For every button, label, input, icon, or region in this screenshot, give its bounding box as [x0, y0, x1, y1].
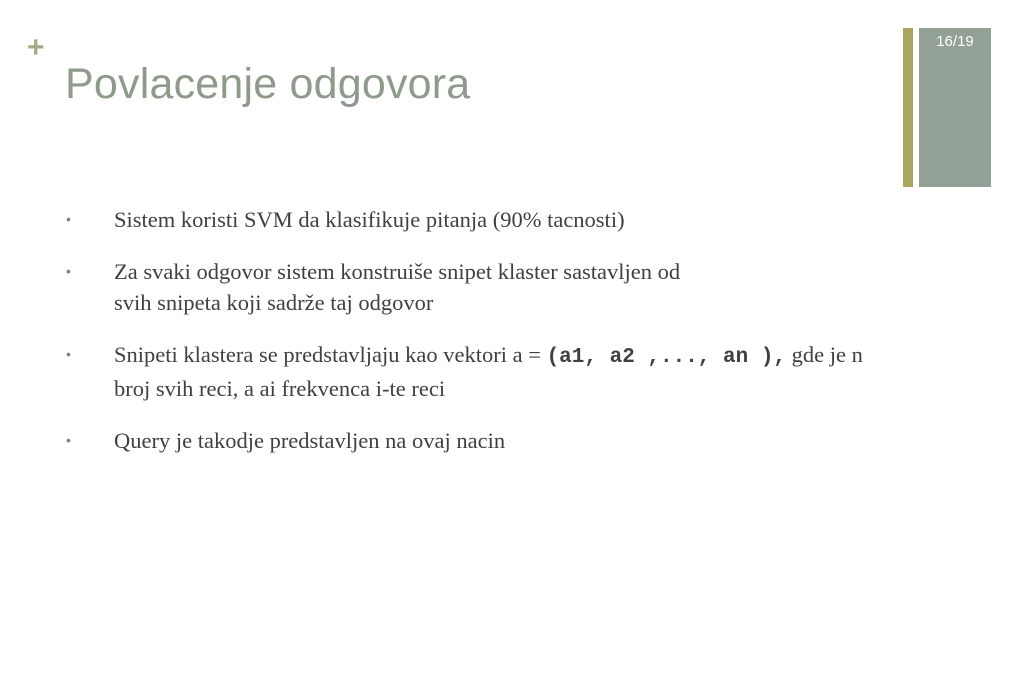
accent-bar	[903, 28, 913, 187]
bullet-text: Snipeti klastera se predstavljaju kao vektori a =	[114, 342, 547, 367]
plus-icon: +	[27, 31, 45, 64]
bullet-item	[60, 339, 900, 404]
bullet-dot: •	[66, 263, 71, 279]
bullet-text: Sistem koristi SVM da klasifikuje pitanja (90% tacnosti)	[114, 207, 625, 232]
bullet-dot: •	[66, 346, 71, 362]
bullet-text: Query je takodje predstavljen na ovaj nacin	[114, 428, 506, 453]
vector-notation: (a1, a2 ,..., an ),	[546, 346, 787, 369]
bullet-item	[60, 256, 900, 318]
bullet-dot: •	[66, 432, 71, 448]
slide-title: Povlacenje odgovora	[65, 60, 471, 108]
page-number: 16/19	[936, 33, 974, 50]
corner-block	[919, 28, 991, 187]
bullet-item	[60, 204, 900, 235]
bullet-dot: •	[66, 211, 71, 227]
bullet-item	[60, 425, 900, 456]
bullet-list	[60, 204, 900, 477]
bullet-text-continued: gde je n broj svih reci, a ai frekvenca i-te reci	[114, 342, 863, 401]
bullet-text: Za svaki odgovor sistem konstruiše snipet klaster sastavljen od svih snipeta koji sadrže taj odgovor	[114, 259, 681, 315]
